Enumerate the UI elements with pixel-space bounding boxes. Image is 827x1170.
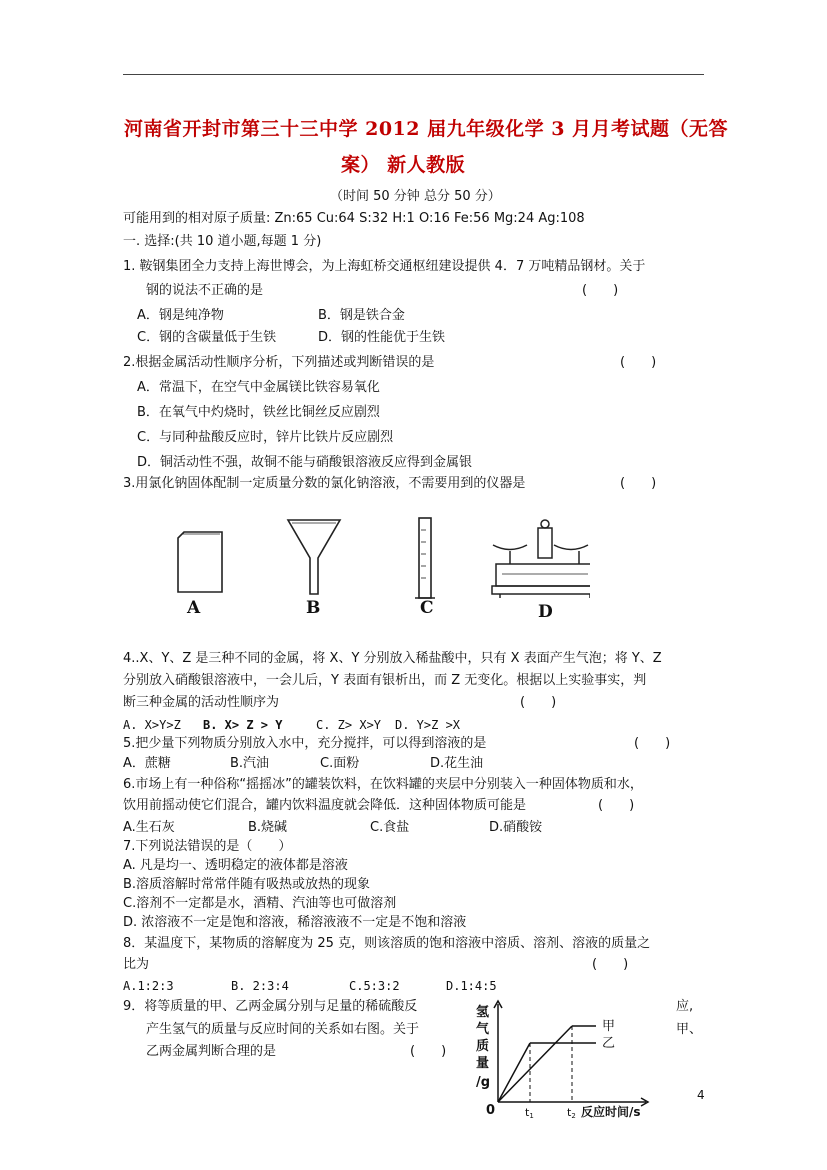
time-info: （时间 50 分钟 总分 50 分）: [330, 189, 501, 204]
q5-stem: 5.把少量下列物质分别放入水中，充分搅拌，可以得到溶液的是: [123, 736, 487, 751]
q4-stem-line1: 4..X、Y、Z 是三种不同的金属，将 X、Y 分别放入稀盐酸中，只有 X 表面产生气泡；将 Y、Z: [123, 651, 662, 666]
graph-ylabel-char-1: 氢: [476, 1005, 490, 1020]
q4-stem-line2: 分别放入硝酸银溶液中，一会儿后，Y 表面有银析出，而 Z 无变化。根据以上实验事实，判: [123, 673, 647, 688]
q4-answer-paren: ( ): [520, 695, 557, 710]
q2-answer-paren: ( ): [620, 355, 657, 370]
graph-ylabel-char-2: 气: [476, 1022, 490, 1037]
q9-hydrogen-graph: [468, 998, 668, 1120]
q6-stem-line1: 6.市场上有一种俗称“摇摇冰”的罐装饮料，在饮料罐的夹层中分别装入一种固体物质和水，: [123, 777, 643, 792]
q7-option-a: A. 凡是均一、透明稳定的液体都是溶液: [123, 858, 348, 873]
graph-xlabel: 反应时间/s: [581, 1105, 641, 1119]
graph-series-yi-label: 乙: [602, 1036, 616, 1051]
q3-label-b: B: [306, 598, 321, 618]
q2-option-c: C．与同种盐酸反应时，锌片比铁片反应剧烈: [137, 430, 394, 445]
q8-option-c: C.5:3:2: [349, 979, 400, 993]
q4-option-b: B. X> Z > Y: [203, 718, 283, 732]
graph-origin: 0: [486, 1103, 496, 1118]
q9-stem-line1: 9．将等质量的甲、乙两金属分别与足量的稀硫酸反: [123, 999, 418, 1014]
q2-option-b: B．在氧气中灼烧时，铁丝比铜丝反应剧烈: [137, 405, 380, 420]
q7-option-d: D. 浓溶液不一定是饱和溶液，稀溶液液不一定是不饱和溶液: [123, 915, 467, 930]
graduated-cylinder-drawing: [415, 518, 435, 598]
section-heading: 一. 选择:(共 10 道小题,每题 1 分): [123, 234, 322, 249]
q4-option-c: C. Z> X>Y: [316, 718, 382, 732]
q3-label-a: A: [187, 598, 201, 618]
q9-stem-line1-end: 应,: [676, 999, 694, 1014]
q7-option-b: B.溶质溶解时常常伴随有吸热或放热的现象: [123, 877, 371, 892]
q2-option-d: D．铜活动性不强，故铜不能与硝酸银溶液反应得到金属银: [137, 455, 473, 470]
q6-option-b: B.烧碱: [248, 820, 288, 835]
q1-option-c: C．钢的含碳量低于生铁: [137, 330, 277, 345]
q9-stem-line3: 乙两金属判断合理的是: [146, 1044, 277, 1059]
beaker-drawing: [178, 532, 222, 592]
q6-option-c: C.食盐: [370, 820, 410, 835]
q5-option-a: A．蔗糖: [123, 756, 171, 771]
q6-stem-line2: 饮用前摇动使它们混合，罐内饮料温度就会降低．这种固体物质可能是: [123, 798, 527, 813]
q9-answer-paren: ( ): [410, 1044, 447, 1059]
q5-option-b: B.汽油: [230, 756, 270, 771]
q3-answer-paren: ( ): [620, 476, 657, 491]
q1-stem-line2: 钢的说法不正确的是: [146, 283, 264, 298]
q9-stem-line2: 产生氢气的质量与反应时间的关系如右图。关于: [146, 1022, 420, 1037]
q6-option-a: A.生石灰: [123, 820, 175, 835]
atomic-masses: 可能用到的相对原子质量: Zn:65 Cu:64 S:32 H:1 O:16 Fe:56 Mg:24 Ag:108: [123, 211, 585, 226]
graph-t2-label: t2: [567, 1106, 576, 1120]
q4-option-a: A. X>Y>Z: [123, 718, 181, 732]
q5-answer-paren: ( ): [634, 736, 671, 751]
q3-label-d: D: [538, 602, 553, 622]
q9-stem-line2-end: 甲、: [676, 1022, 703, 1037]
q6-option-d: D.硝酸铵: [489, 820, 543, 835]
q5-option-d: D.花生油: [430, 756, 484, 771]
q2-option-a: A．常温下，在空气中金属镁比铁容易氧化: [137, 380, 380, 395]
q4-stem-line3: 断三种金属的活动性顺序为: [123, 695, 280, 710]
q5-option-c: C.面粉: [320, 756, 360, 771]
q4-option-d: D. Y>Z >X: [395, 718, 461, 732]
q7-option-c: C.溶剂不一定都是水，酒精、汽油等也可做溶剂: [123, 896, 397, 911]
q3-label-c: C: [420, 598, 434, 618]
q8-option-b: B. 2:3:4: [231, 979, 289, 993]
graph-series-jia-label: 甲: [602, 1019, 616, 1034]
graph-ylabel-char-4: 量: [476, 1056, 490, 1071]
page-number: 4: [697, 1088, 705, 1102]
q1-option-a: A．钢是纯净物: [137, 308, 224, 323]
q3-apparatus-figure: [170, 510, 590, 625]
q1-option-b: B．钢是铁合金: [318, 308, 405, 323]
q8-option-d: D.1:4:5: [446, 979, 497, 993]
graph-t1-label: t1: [525, 1106, 534, 1120]
balance-drawing: [492, 520, 590, 598]
funnel-drawing: [288, 520, 340, 594]
graph-ylabel-unit: /g: [476, 1075, 491, 1090]
doc-title-line2: 案） 新人教版: [341, 154, 466, 176]
q2-stem: 2.根据金属活动性顺序分析，下列描述或判断错误的是: [123, 355, 435, 370]
q8-option-a: A.1:2:3: [123, 979, 174, 993]
graph-line-jia-rise: [498, 1026, 572, 1102]
header-rule: [123, 74, 704, 75]
q8-answer-paren: ( ): [592, 957, 629, 972]
q6-answer-paren: ( ): [598, 798, 635, 813]
q7-stem: 7.下列说法错误的是（ ）: [123, 839, 292, 854]
q8-stem-line1: 8．某温度下，某物质的溶解度为 25 克，则该溶质的饱和溶液中溶质、溶剂、溶液的质量之: [123, 936, 651, 951]
q1-stem-line1: 1. 鞍钢集团全力支持上海世博会，为上海虹桥交通枢纽建设提供 4．7 万吨精品钢材。关于: [123, 259, 646, 274]
q3-stem: 3.用氯化钠固体配制一定质量分数的氯化钠溶液，不需要用到的仪器是: [123, 476, 526, 491]
doc-title-line1: 河南省开封市第三十三中学 2012 届九年级化学 3 月月考试题（无答: [124, 118, 729, 140]
graph-ylabel-char-3: 质: [476, 1039, 490, 1054]
q1-option-d: D．钢的性能优于生铁: [318, 330, 446, 345]
q1-answer-paren: ( ): [582, 283, 619, 298]
graph-line-yi-rise: [498, 1043, 530, 1102]
q8-stem-line2: 比为: [123, 957, 150, 972]
